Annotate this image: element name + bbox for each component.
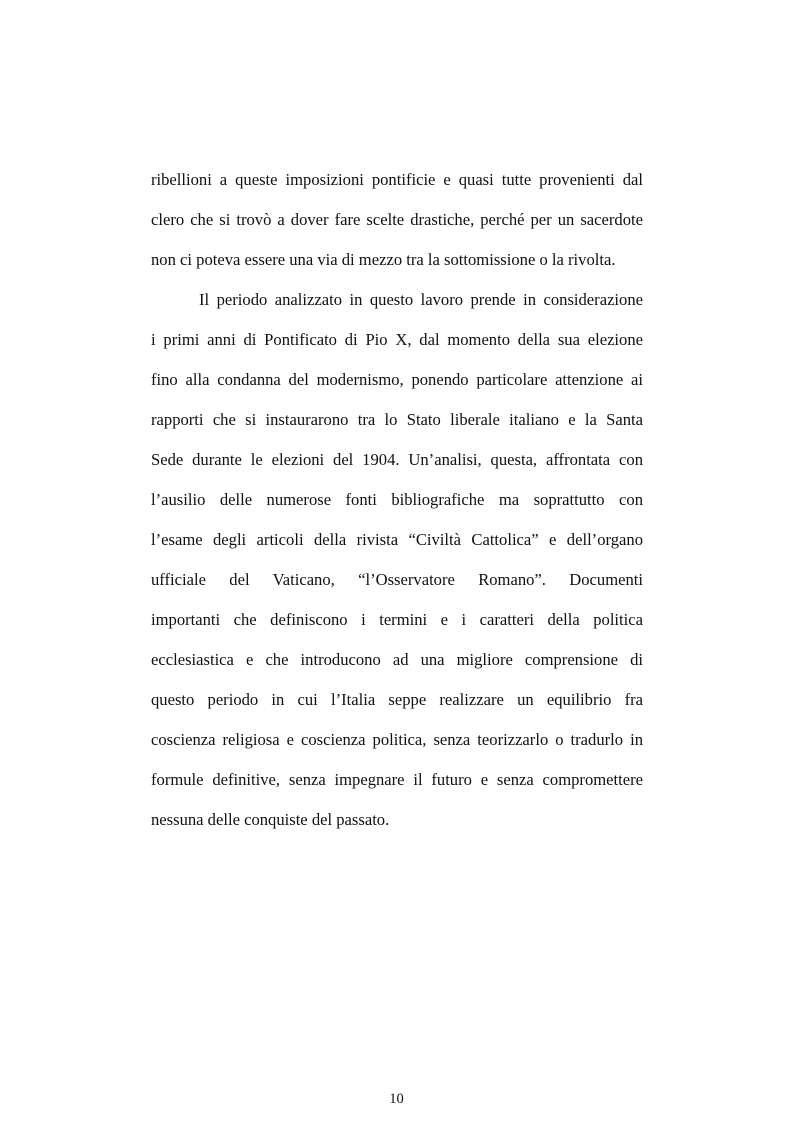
- paragraph-2-line-3: fino alla condanna del modernismo, ponendo particolare attenzione ai: [151, 370, 643, 389]
- paragraph-2-line-14: nessuna delle conquiste del passato.: [151, 810, 390, 829]
- paragraph-1-line-3: non ci poteva essere una via di mezzo tra la sottomissione o la rivolta.: [151, 250, 616, 269]
- paragraph-1-line-2: clero che si trovò a dover fare scelte drastiche, perché per un sacerdote: [151, 210, 643, 229]
- page-number: 10: [389, 1091, 404, 1107]
- paragraph-2-line-10: ecclesiastica e che introducono ad una migliore comprensione di: [151, 650, 643, 669]
- paragraph-2-line-6: l’ausilio delle numerose fonti bibliografiche ma soprattutto con: [151, 490, 643, 509]
- paragraph-1-line-1: ribellioni a queste imposizioni pontificie e quasi tutte provenienti dal: [151, 170, 643, 189]
- paragraph-2-line-12: coscienza religiosa e coscienza politica, senza teorizzarlo o tradurlo in: [151, 730, 643, 749]
- paragraph-2-line-4: rapporti che si instaurarono tra lo Stato liberale italiano e la Santa: [151, 410, 643, 429]
- paragraph-2-line-2: i primi anni di Pontificato di Pio X, dal momento della sua elezione: [151, 330, 643, 349]
- paragraph-2-line-5: Sede durante le elezioni del 1904. Un’analisi, questa, affrontata con: [151, 450, 643, 469]
- paragraph-2-line-11: questo periodo in cui l’Italia seppe realizzare un equilibrio fra: [151, 690, 643, 709]
- paragraph-2-line-13: formule definitive, senza impegnare il futuro e senza compromettere: [151, 770, 643, 789]
- paragraph-2-line-7: l’esame degli articoli della rivista “Civiltà Cattolica” e dell’organo: [151, 530, 643, 549]
- paragraph-2-line-9: importanti che definiscono i termini e i caratteri della politica: [151, 610, 643, 629]
- paragraph-2-line-8: ufficiale del Vaticano, “l’Osservatore Romano”. Documenti: [151, 570, 643, 589]
- paragraph-2-line-1: Il periodo analizzato in questo lavoro prende in considerazione: [199, 290, 643, 309]
